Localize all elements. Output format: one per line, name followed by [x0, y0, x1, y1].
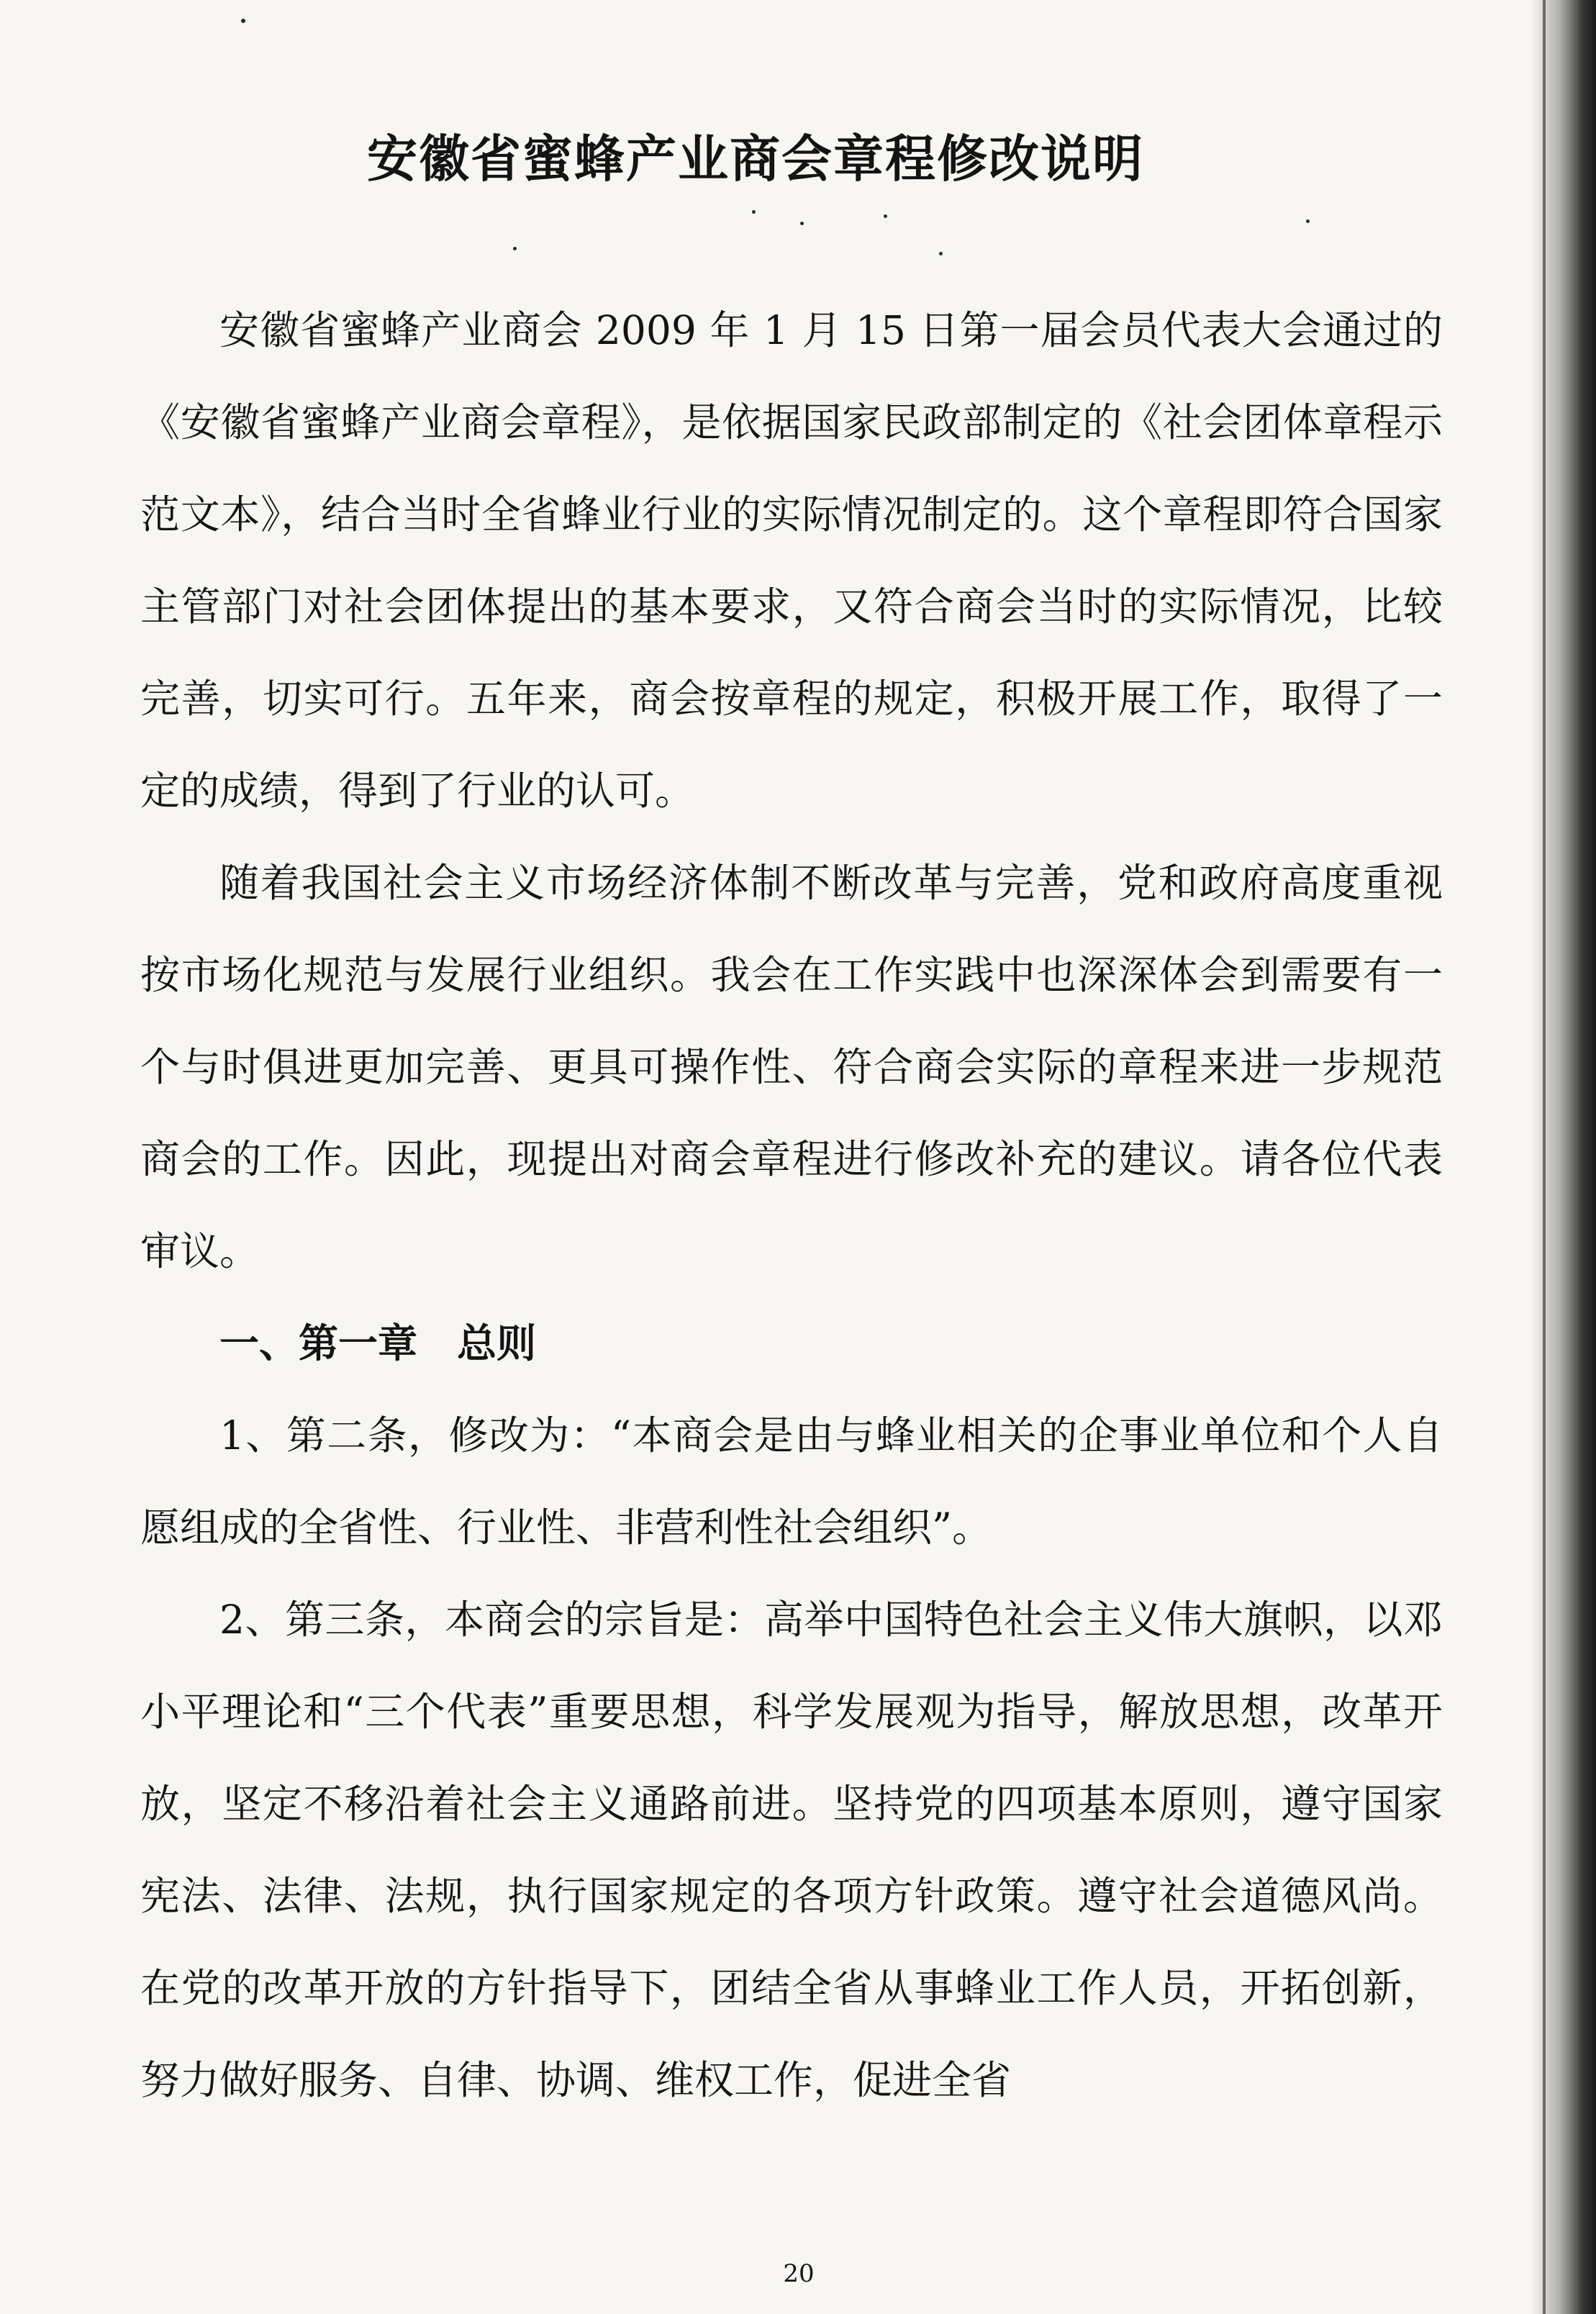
- section-heading: 一、第一章 总则: [219, 1320, 537, 1366]
- clause-item: 2、第三条，本商会的宗旨是：高举中国特色社会主义伟大旗帜，以邓小平理论和“三个代表”重要思想，科学发展观为指导，解放思想，改革开放，坚定不移沿着社会主义通路前进。坚持党的四项基本原则，遵守国家宪法、法律、法规，执行国家规定的各项方针政策。遵守社会道德风尚。在党的改革开放的方针指导下，团结全省从事蜂业工作人员，开拓创新，努力做好服务、自律、协调、维权工作，促进全省: [140, 1597, 1443, 2103]
- scan-speck: [513, 247, 517, 250]
- scan-speck: [752, 210, 756, 214]
- scan-speck: [800, 222, 804, 225]
- scan-edge-shadow: [1531, 0, 1596, 2314]
- page-number: 20: [783, 2259, 815, 2288]
- scan-edge-line: [1543, 0, 1546, 2314]
- scan-speck: [939, 252, 943, 255]
- clause-item: 1、第二条，修改为：“本商会是由与蜂业相关的企事业单位和个人自愿组成的全省性、行业性、非营利性社会组织”。: [140, 1412, 1443, 1551]
- document-title: 安徽省蜜蜂产业商会章程修改说明: [367, 129, 1144, 189]
- body-paragraph: 随着我国社会主义市场经济体制不断改革与完善，党和政府高度重视按市场化规范与发展行业组织。我会在工作实践中也深深体会到需要有一个与时俱进更加完善、更具可操作性、符合商会实际的章程来进一步规范商会的工作。因此，现提出对商会章程进行修改补充的建议。请各位代表审议。: [140, 860, 1443, 1274]
- scan-speck: [241, 19, 245, 23]
- scan-speck: [884, 214, 887, 218]
- document-body: [140, 284, 1443, 2126]
- body-paragraph: 安徽省蜜蜂产业商会 2009 年 1 月 15 日第一届会员代表大会通过的《安徽省蜜蜂产业商会章程》，是依据国家民政部制定的《社会团体章程示范文本》，结合当时全省蜂业行业的实际情况制定的。这个章程即符合国家主管部门对社会团体提出的基本要求，又符合商会当时的实际情况，比较完善，切实可行。五年来，商会按章程的规定，积极开展工作，取得了一定的成绩，得到了行业的认可。: [140, 307, 1443, 814]
- scan-speck: [1306, 219, 1310, 223]
